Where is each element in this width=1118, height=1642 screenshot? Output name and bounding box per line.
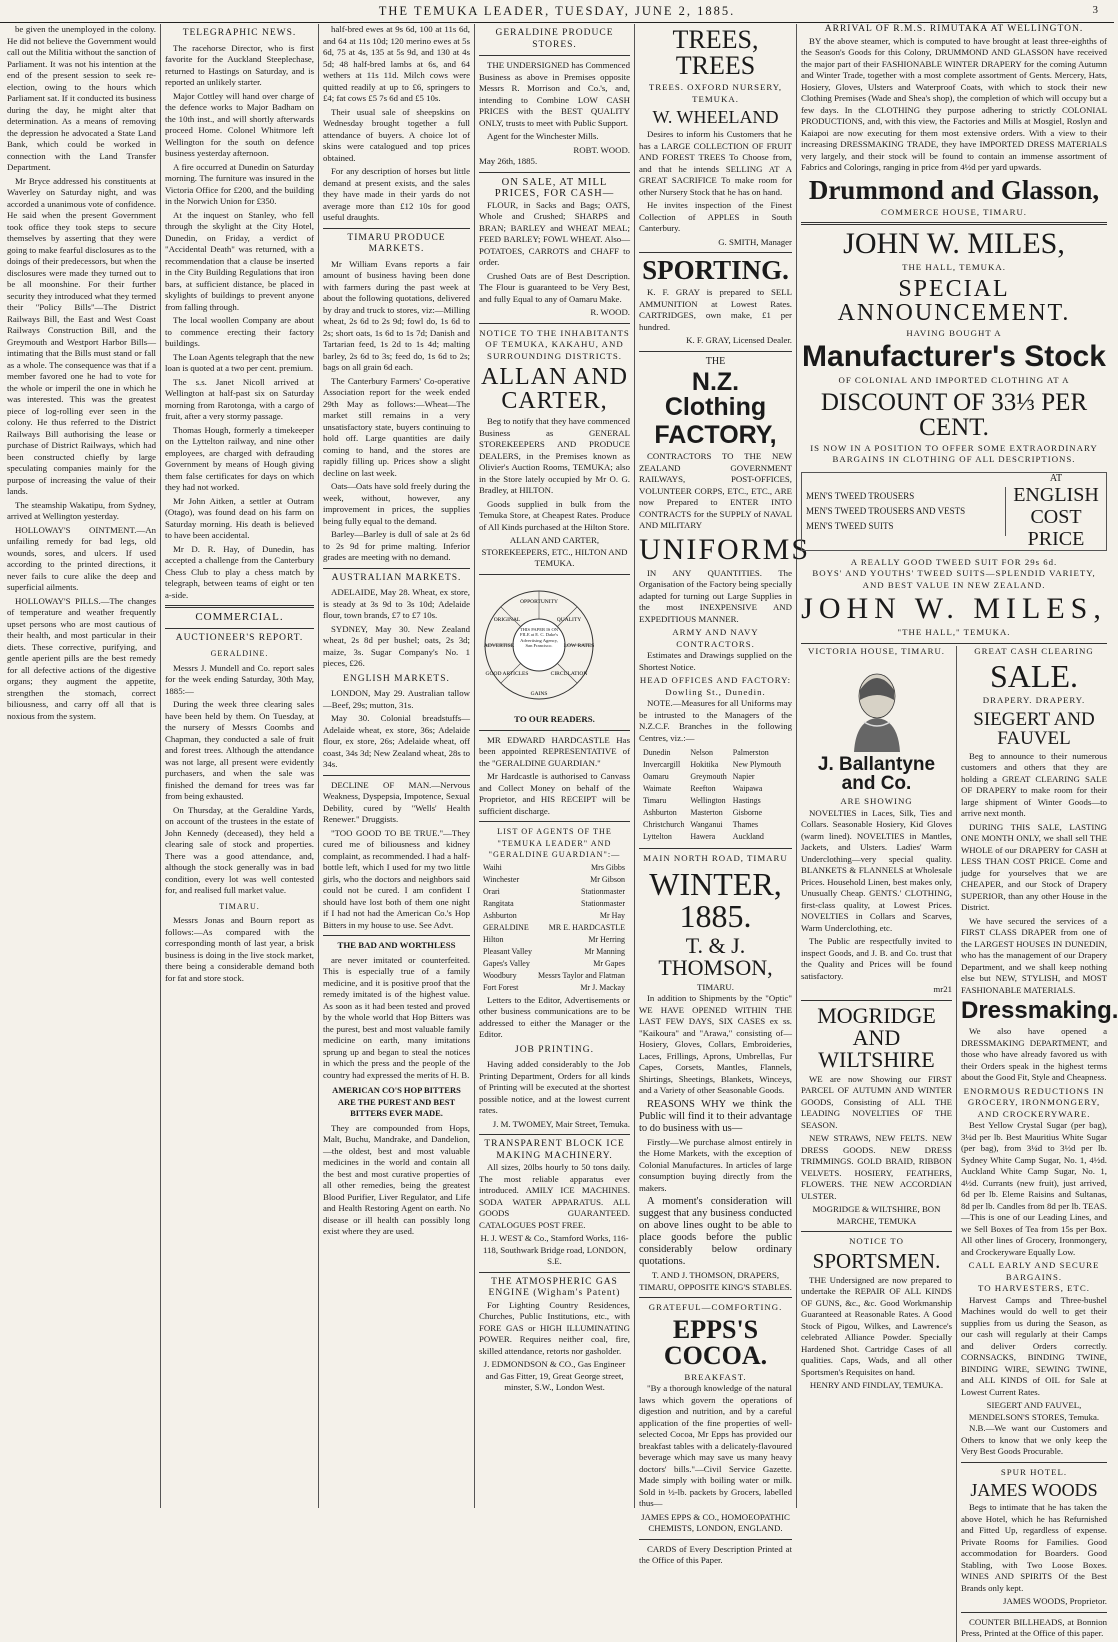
lower-split [797,645,1118,1642]
engraving-word: ORIGINAL [493,616,521,623]
agent-row [481,923,627,933]
ad-paragraph: MR EDWARD HARDCASTLE Has been appointed REPRESENTATIVE of the "GERALDINE GUARDIAN." [479,734,630,768]
article-paragraph: Oats—Oats have sold freely during the week, without, however, any improvement in prices, the supplies being fully equal to the demand. [323,481,470,526]
ad-signature: SIEGERT AND FAUVEL, MENDELSON'S STORES, Temuka. [968,1400,1100,1422]
branch-town: New Plymouth [732,760,781,769]
agent-row [481,875,627,885]
divider [961,1612,1107,1613]
divider [479,730,630,731]
newspaper-page [3,24,1118,1638]
agent-place: Orari [483,886,500,896]
ad-signature: H. J. WEST & Co., Stamford Works, 116-118, Southwark Bridge road, LONDON, S.E. [480,1233,629,1266]
ad-subheading: MAIN NORTH ROAD, TIMARU [643,853,788,863]
branches-table [639,746,785,844]
article-paragraph: For any description of horses but little demand at present exists, and the sales they have made in their yards do not average more than £12 10s for good useful draughts. [323,166,470,222]
ad-paragraph: Harvest Camps and Three-bushel Machines would do well to get their supplies from us during the Season, as our cash will regularly at their Camps and deliver Orders correctly. CORNSACKS, BINDING TWINE, BINDING WIRE, SEWING TWINE, and ALL KINDS of OIL for Sale at Lowest Current Rates. [961,1294,1107,1397]
ad-paragraph: NOVELTIES in Laces, Silk, Ties and Collars. Seasonable Hosiery, Kid Gloves (warm lined). NOVELTIES in Mantles, Jackets, and Ulsters. Ladies' Warm Underclothing—very special quality. BLANKETS & FLANNELS at Wholesale Prices. Household Linen, best makes only, Unusually Cheap. GENTS.' CLOTHING, first-class quality, at Lowest Prices. NOVELTIES in Collars and Scarves, Warm Underclothing, etc. [801,807,952,933]
agent-row [481,971,627,981]
agent-row [481,911,627,921]
ad-subheading: ENORMOUS REDUCTIONS IN GROCERY, IRONMONGERY, AND CROCKERYWARE. [963,1085,1105,1119]
ad-subheading: HEAD OFFICES AND FACTORY: Dowling St., Dunedin. [639,675,792,697]
agent-place: Fort Forest [483,982,519,992]
agent-name: Mr Herring [588,934,626,944]
masthead [0,0,1114,23]
agent-row [481,935,627,945]
ad-heading: THE ATMOSPHERIC GAS ENGINE (Wigham's Patent) [488,1276,621,1298]
agent-row [481,899,627,909]
article-paragraph: At the inquest on Stanley, who fell through the skylight at the City Hotel, Dunedin, on Friday, a verdict of "Accidental Death" was returned, with a recommendation that a clause be inserted in the City Building Regulations that iron bars, at sufficient distance, be placed in skylights of buildings to prevent anyone from falling through. [165,209,314,312]
branch-town: Wanganui [690,820,723,829]
ad-heading: GREAT CASH CLEARING [974,645,1094,656]
branch-row [641,784,783,794]
branch-town: Auckland [732,832,764,841]
section-heading: JOB PRINTING. [515,1044,594,1055]
divider [639,848,792,849]
agent-name: Mr Hay [599,910,626,920]
divider [639,1539,792,1540]
ad-date: May 26th, 1885. [479,156,538,166]
woods-title: JAMES WOODS [970,1480,1098,1500]
ad-subheading: DRAPERY. DRAPERY. [982,695,1086,705]
allan-and-carter-title: ALLAN AND CARTER, [481,364,628,414]
ad-signature: ALLAN AND CARTER, STOREKEEPERS, ETC., HILTON AND TEMUKA. [481,535,628,568]
ad-paragraph: A moment's consideration will suggest that any business conducted on above lines ought to be able to place goods before the public considerably below ordinary quotations. [639,1196,792,1267]
uniforms-title: UNIFORMS [639,532,811,566]
agent-name: Mr Gibson [590,874,626,884]
ad-paragraph: NEW STRAWS, NEW FELTS. NEW DRESS GOODS. NEW DRESS TRIMMINGS. GOLD BRAID, RIBBON VELVETS. HOSIERY, FEATHERS, FLOWERS. THE NEW ACCORDIAN ULSTER. [801,1133,952,1201]
article-paragraph: They are compounded from Hops, Malt, Buchu, Mandrake, and Dandelion,—the oldest, best and most valuable medicines in the world and contain all the best and most curative properties of all other remedies, being the greatest Blood Purifier, Liver Regulator, and Life and Health Restoring Agent on earth. No disease or ill health can possibly long exist where they are used. [323,1122,470,1236]
article-paragraph: Major Cottley will hand over charge of the defence works to Major Badham on the 10th inst., and will shortly afterwards proceed Home. Colonel Whitmore left Wellington for the south on defence business yesterday afternoon. [165,90,314,158]
sportsmen-title: SPORTSMEN. [812,1248,941,1273]
agent-name: Mr Manning [584,946,626,956]
article-paragraph: Mr William Evans reports a fair amount of business having been done with farmers during the past week at about the following quotations, delivered by dray and truck to stores, viz:—Milling wheat, 2s 6d to 2s 9d; fowl do, 1s 6d to 2s; short oats, 1s 6d to 1s 7d; Danish and Tartarian feed, 1s 2d to 1s 4d; malting barley, 2s 6d to 3s; feed do, 1s 6d to 2s; bags on all grain 6d each. [323,258,470,372]
article-paragraph: Messrs Jonas and Bourn report as follows:—As compared with the corresponding month of last year, a brisk business is doing in the live stock market, there being a considerable demand both for fat and store stock. [165,915,314,983]
article-paragraph: The steamship Wakatipu, from Sydney, arrived at Wellington yesterday. [7,499,156,521]
engraving-word: OPPORTUNITY [520,598,558,605]
agent-name: Messrs Taylor and Flatman [537,970,626,980]
mogridge-title: MOGRIDGE AND WILTSHIRE [817,1002,936,1072]
article-paragraph: Messrs J. Mundell and Co. report sales for the week ending Saturday, 30th May, 1885:— [165,662,314,696]
siegert-title: SIEGERT AND FAUVEL [973,708,1095,749]
agent-name: Mr J. Mackay [580,982,626,992]
epps-cocoa-title: EPPS'S COCOA. [663,1314,768,1370]
branch-town: Ashburton [643,808,677,817]
ad-paragraph: THE UNDERSIGNED has Commenced Business as above in Premises opposite Messrs R. Morrison and Co.'s, and, intending to Combine LOW CASH PRICES with the BEST QUALITY ONLY, trusts to meet with Public Support. [479,60,630,128]
ad-heading: VICTORIA HOUSE, TIMARU. [807,645,946,656]
ad-paragraph: Begs to intimate that he has taken the above Hotel, which he has Refurnished and Fitted Up, regardless of expense. Private Rooms for Families. Good accommodation for Boarders. Good Stabling, with Two Loose Boxes. WINES AND SPIRITS Of the Best Brands only kept. [961,1502,1107,1593]
column-7 [957,645,1118,1642]
section-heading: TO OUR READERS. [514,714,595,724]
ad-paragraph: COUNTER BILLHEADS, at Bonnion Press, Printed at the Office of this paper. [961,1616,1107,1638]
article-paragraph: SYDNEY, May 30. New Zealand wheat, 2s 8d per bushel; oats, 2s 3d; maize, 3s. Sugar Company's No. 1 pieces, £26. [323,623,470,668]
column-4 [475,24,635,1508]
article-paragraph: are never imitated or counterfeited. This is especially true of a family medicine, and it is positive proof that the remedy imitated is of the highest value. As soon as it had been tested and proved by the whole world that Hop Bitters was the purest, best and most valuable family medicine on earth, many imitations sprung up and began to steal the notices in which the press and the people of the country had expressed the merits of H. B. [323,954,470,1080]
ad-paragraph: We have secured the services of a FIRST CLASS DRAPER from one of the LARGEST HOUSES IN DUNEDIN, who has the management of our Drapery Department, and we shall keep nothing else but NEW, STYLISH, and MOST FASHIONABLE MATERIALS. [961,915,1107,995]
agent-name: Stationmaster [581,886,626,896]
agent-place: GERALDINE [483,922,529,932]
branch-town: Waipawa [732,784,763,793]
section-heading: AUCTIONEER'S REPORT. [175,632,304,643]
article-paragraph: HOLLOWAY'S PILLS.—The changes of temperature and weather frequently upset persons who are most cautious of their health, and most particular in their diets. These corrective, purifying, and gentle aperient pills are the best remedy for all defective actions of the digestive organs; they augment the appetite, strengthen the stomach, correct biliousness, and carry off all that is noxious from the system. [7,595,156,721]
advertising-engraving-icon [479,583,599,703]
divider [479,1134,630,1135]
branch-row [641,772,783,782]
article-paragraph: Mr Bryce addressed his constituents at Waverley on Saturday night, and was accorded a unanimous vote of confidence. He said when the present Government took office they took steps to secure themselves by asserting that they were going to make fearful disclosures as to the doings of their predecessors, but when the disclosures were made they turned out to be all moonshine. For their further security they introduced what they termed their "Policy Bills"—The District Railways Bill, the East and West Coast Railways Construction Bill, and the Greymouth and Westport Harbor Bills—intimating that the Bills must stand or fall as a whole. The consequence was that if a member favored one he had to vote for the whole or imperil the one in which he was interested. This was the greatest piece of log-rolling ever seen in the colony. He thus referred to the District Railways Bill authorising the lease or purchase of District Railways, which had been constructed chiefly by large speculating companies mainly for the purpose of increasing the value of their lands. [7,175,156,496]
ad-subheading: ARMY AND NAVY CONTRACTORS. [672,627,759,649]
engraving-word: QUALITY [556,616,582,623]
engraving-word: GOOD ARTICLES [485,670,529,677]
divider [323,568,470,569]
divider [639,252,792,253]
engraving-word: CIRCULATION [550,670,588,677]
ad-subheading: "THE HALL," TEMUKA. [897,627,1011,637]
nz-clothing-title: N.Z. Clothing [664,368,767,421]
article-paragraph: Mr D. R. Hay, of Dunedin, has accepted a challenge from the Canterbury Chess Club to play a chess match by telegraph, between teams of eight or ten a-side. [165,543,314,600]
columns-6-7 [797,24,1118,1638]
ad-paragraph: He invites inspection of the Finest Collection of APPLES in South Canterbury. [639,200,792,233]
section-heading: TELEGRAPHIC NEWS. [182,28,297,38]
ad-heading: GERALDINE PRODUCE STORES. [495,28,614,50]
ad-paragraph: Agent for the Winchester Mills. [487,131,599,141]
section-heading: ENGLISH MARKETS. [343,673,450,684]
sale-title: SALE. [990,658,1078,694]
section-heading: TIMARU PRODUCE MARKETS. [347,232,446,254]
branch-town: Hawera [690,832,716,841]
ballantyne-title: J. Ballantyne and Co. [817,754,936,794]
ad-heading: TRANSPARENT BLOCK ICE MAKING MACHINERY. [484,1139,625,1161]
branch-town: Greymouth [690,772,727,781]
divider [961,1462,1107,1463]
engraving-word: LOW RATES [563,642,595,649]
divider [801,222,1107,225]
ad-paragraph: In addition to Shipments by the "Optic" WE HAVE OPENED WITHIN THE LAST FEW DAYS, SIX CASES ex ss. "Kaikoura" and "Arawa," consisting of—Hosiery, Gloves, Collars, Embroideries, Laces, Frillings, Aprons, Umbrellas, Fur Capes, Corsets, Mantles, Flannels, Shirtings, Sheetings, Blankets, Winceys, and a Variety of other Seasonable Goods. [639,993,792,1095]
ad-paragraph: CARDS of Every Description Printed at the Office of this Paper. [639,1543,792,1565]
branch-row [641,808,783,818]
tweed-item: MEN'S TWEED TROUSERS AND VESTS [806,505,966,516]
divider [639,351,792,352]
ad-paragraph: NOTE.—Measures for all Uniforms may be intrusted to the Managers of the N.Z.C.F. Branches in the following Centres, viz.:— [639,698,792,743]
ad-paragraph: K. F. GRAY is prepared to SELL AMMUNITION at Lowest Rates. CARTRIDGES, own make, £1 per hundred. [639,287,792,332]
agent-row [481,887,627,897]
divider [801,1000,952,1001]
ad-paragraph: Beg to notify that they have commenced Business as GENERAL STOREKEEPERS AND PRODUCE DEALERS, in the Premises known as Olivier's Auction Rooms, TEMUKA; also in the Store lately occupied by Mr O. G. Bradley, at HILTON. [479,416,630,495]
article-paragraph: The s.s. Janet Nicoll arrived at Wellington at half-past six on Saturday morning from Rarotonga, with a cargo of fruit, after a very stormy passage. [165,376,314,421]
article-paragraph: The racehorse Director, who is first favorite for the Auckland Steeplechase, returned to Hastings on Saturday, and is reported an unlikely starter. [165,42,314,87]
agent-name: Mr Gapes [593,958,626,968]
divider [479,323,630,324]
engraving-word: GAINS [530,690,548,697]
page-number: 3 [1092,4,1100,16]
ad-signature: ROBT. WOOD. [573,144,630,155]
trees-title: TREES, TREES [672,25,759,80]
column-3 [319,24,475,1508]
ad-signature: G. SMITH, Manager [718,236,792,247]
ad-heading: ARRIVAL OF R.M.S. RIMUTAKA AT WELLINGTON. [824,24,1084,34]
section-heading: COMMERCIAL. [195,611,284,623]
engraving-center-text: THIS PAPER IS ON FILE at E. C. Dake's Advertising Agency, San Francisco. [519,626,559,648]
ad-paragraph: Having added considerably to the Job Printing Department, Orders for all kinds of Printing will be executed at the shortest possible notice, and at the lowest current rates. [479,1059,630,1115]
branch-town: Masterton [690,808,723,817]
section-heading: AUSTRALIAN MARKETS. [331,572,462,583]
branch-town: Dunedin [643,748,671,757]
miles-name: JOHN W. MILES, [843,227,1065,260]
ad-paragraph: CONTRACTORS TO THE NEW ZEALAND GOVERNMENT RAILWAYS, POST-OFFICES, VOLUNTEER CORPS, ETC., ETC., ARE now Prepared to ENTER INTO CONTRACTS for the SUPPLY of NAVAL AND MILITARY [639,451,792,530]
article-paragraph: half-bred ewes at 9s 6d, 100 at 11s 6d, and 64 at 11s 10d; 120 merino ewes at 5s 6d, 75 at 4s, 135 at 5s 9d, and 130 at 4s 5d; 48 half-bred lambs at 6s, and 64 wethers at 11s 11d. Milch cows were quitted readily at up to £6, springers to £4; fat cows £5 7s 6d and £5 10s. [323,24,470,103]
agent-place: Pleasant Valley [483,946,532,956]
ad-paragraph: Crushed Oats are of Best Description. The Flour is guaranteed to be Very Best, and fully Equal to any of Oamaru Make. [479,270,630,304]
tweed-list [802,487,1006,536]
section-subheading: GERALDINE. [210,649,269,658]
divider [639,1297,792,1298]
ad-subheading: COMMERCE HOUSE, TIMARU. [880,206,1027,217]
thomson-location: TIMARU. [697,981,734,992]
masthead-title: THE TEMUKA LEADER, TUESDAY, JUNE 2, 1885. [378,3,736,18]
section-subheading: TIMARU. [219,901,260,911]
branch-row [641,820,783,830]
ad-signature: MOGRIDGE & WILTSHIRE, BON MARCHE, TEMUKA [812,1204,941,1226]
english-cost-price [1006,473,1106,550]
ad-paragraph: Firstly—We purchase almost entirely in the Home Markets, with the exception of Colonial Manufactures. In articles of large consumption buying directly from the makers. [639,1136,792,1193]
branch-town: Wellington [690,796,726,805]
article-paragraph: On Thursday, at the Geraldine Yards, on account of the trustees in the estate of John Kennedy (deceased), they held a clearing sale of stock and properties. There was a good attendance, and, although the stock generally was in bad condition, every lot was well contested for, and realised full market value. [165,804,314,895]
divider [479,821,630,822]
article-paragraph: The local woollen Company are about to commence erecting their factory buildings. [165,315,314,348]
branch-row [641,832,783,842]
article-paragraph: The Canterbury Farmers' Co-operative Association report for the week ended 29th May as follows:—Wheat—The market still remains in a very unsatisfactory state, buyers continuing to hold off. Large quantities are daily coming to hand, and the stores are rapidly filling up. Prices show a slight decline on last week. [323,375,470,478]
ad-paragraph: Best Yellow Crystal Sugar (per bag), 3¼d per lb. Best Mauritius White Sugar (per bag), from 3¼d to 3½d per lb. Sydney White Camp Sugar, No. 1, 4½d. Auckland White Camp Sugar, No. 1, 4½d. Currants (new fruit), just arrived, 6d per lb. Eleme Raisins and Sultanas, 8d per lb. Candles from 8d per lb. TEAS.—This is one of our Leading Lines, and we Sell Boxes of Tea from 15s per Box. All other lines of Grocery, Ironmongery, and Crockeryware Equally Low. [961,1120,1107,1257]
branch-town: Waimate [643,784,672,793]
branch-town: Lyttelton [643,832,672,841]
ad-paragraph: IN ANY QUANTITIES. The Organisation of the Factory being specially adapted for turning out Large Supplies in the most INEXPENSIVE AND EXPEDITIOUS MANNER. [639,567,792,624]
article-paragraph: DECLINE OF MAN.—Nervous Weakness, Dyspepsia, Impotence, Sexual Debility, cured by "Wells' Health Renewer." Druggists. [323,779,470,824]
ad-paragraph: Goods supplied in bulk from the Temuka Store, at Cheapest Rates. Produce of All Kinds purchased at the Hilton Store. [479,498,630,532]
article-paragraph: "TOO GOOD TO BE TRUE."—They cured me of biliousness and kidney complaint, as recommended. I had a half-bottle left, which I used for my two little girls, who the doctors and neighbors said could not be cured. I am confident I should have lost both of them one night if I had not had the American Co.'s Hop Bitters in my house to use. See Advt. [323,827,470,930]
cost-price-label: COST PRICE [1027,505,1085,550]
ad-paragraph: For Lighting Country Residences, Churches, Public Institutions, etc., with FORE GAS or HIGH ILLUMINATING POWER. Requires neither coal, fire, skilled attendance, retorts nor gasholder. [479,1299,630,1356]
branch-town: Christchurch [643,820,685,829]
ad-paragraph: The Public are respectfully invited to inspect Goods, and J. B. and Co. trust that the Quality and Prices will be found satisfactory. [801,936,952,981]
divider [479,55,630,56]
nz-factory-title: FACTORY, [654,421,777,449]
discount-title: DISCOUNT OF 33⅓ PER CENT. [820,388,1088,441]
branch-town: Oamaru [643,772,669,781]
ad-paragraph: Estimates and Drawings supplied on the Shortest Notice. [639,650,792,672]
ad-paragraph: FLOUR, in Sacks and Bags; OATS, Whole and Crushed; SHARPS and BRAN; BARLEY and WHEAT MEAL; FEED BARLEY; FOWL WHEAT. Also—POTATOES, CARROTS and CHAFF to order. [479,199,630,267]
branch-town: Thames [732,820,759,829]
ad-paragraph: N.B.—We want our Customers and Others to know that we only keep the Very Best Goods Procurable. [961,1423,1107,1456]
ad-subheading: TO HARVESTERS, ETC. [978,1283,1090,1293]
column-2 [161,24,319,1508]
article-paragraph: be given the unemployed in the colony. He did not believe the Government would call out the Militia without the sanction of Parliament. It was not his intention at the end of the present session to seek re-election, owing to the hours which Parliament sat. If it conducted its business during the day, he might alter that determination. As a means of removing the depression he advocated a State Land Bank, which could be worked in connection with the Land Transfer Department. [7,24,156,172]
ad-subheading: CALL EARLY AND SECURE BARGAINS. [968,1260,1100,1282]
ad-subheading: SPUR HOTEL. [1000,1466,1068,1477]
ad-subheading: BOYS' AND YOUTHS' TWEED SUITS—SPLENDID VARIETY, AND BEST VALUE IN NEW ZEALAND. [812,568,1096,590]
agent-row [481,947,627,957]
branch-town: Hokitika [690,760,719,769]
branch-town: Hastings [732,796,761,805]
ad-paragraph: THE Undersigned are now prepared to undertake the REPAIR OF ALL KINDS OF GUNS, &c., &c. Good Workmanship Guaranteed at Reasonable Rates. A Good Stock of Pigou, Wilkes, and Lawrence's celebrated Alliance Powder. Specially Hardened Shot. Cartridge Cases of all qualities. Caps, Wads, and all other Sportsmen's Requisites on hand. [801,1274,952,1377]
agent-row [481,983,627,993]
ad-paragraph: Letters to the Editor, Advertisements or other business communications are to be addressed to either the Manager or the Editor. [479,994,630,1039]
branch-row [641,760,783,770]
nz-the: THE [705,355,726,367]
tweed-item: MEN'S TWEED SUITS [806,520,894,531]
article-paragraph: ADELAIDE, May 28. Wheat, ex store, is steady at 3s 9d to 3s 10d; Adelaide flour, town brands, £7 to £7 10s. [323,587,470,620]
divider [479,1272,630,1273]
agent-place: Woodbury [483,970,517,980]
agent-name: MR E. HARDCASTLE [548,922,626,932]
divider [165,628,314,629]
column-6 [797,646,957,1642]
section-heading: AMERICAN CO'S HOP BITTERS ARE THE PUREST AND BEST BITTERS EVER MADE. [332,1085,461,1118]
branch-town: Reefton [690,784,716,793]
ad-heading: NOTICE TO THE INHABITANTS OF TEMUKA, KAKAHU, AND SURROUNDING DISTRICTS. [479,327,630,361]
ad-subheading: HAVING BOUGHT A [906,327,1002,338]
ad-subheading: GRATEFUL—COMFORTING. [648,1302,783,1312]
divider [479,574,630,575]
agent-name: Stationmaster [581,898,626,908]
ad-paragraph: Mr Hardcastle is authorised to Canvass and Collect Money on behalf of the Proprietor, and HIS RECEIPT will be sufficient discharge. [479,771,630,816]
divider [801,643,1107,644]
wheeland-name: W. WHEELAND [652,107,779,127]
ad-subheading: ARE SHOWING [840,796,913,806]
ad-paragraph: WE are now Showing our FIRST PARCEL OF AUTUMN AND WINTER GOODS, Consisting of ALL THE LEADING NOVELTIES OF THE SEASON. [801,1073,952,1130]
divider [323,228,470,229]
sporting-title: SPORTING. [642,255,789,285]
divider [165,605,314,608]
branch-row [641,748,783,758]
drummond-glasson-title: Drummond and Glasson, [808,174,1100,205]
ad-subheading: IS NOW IN A POSITION TO OFFER SOME EXTRAORDINARY BARGAINS IN CLOTHING OF ALL DESCRIPTIONS. [810,442,1098,464]
miles-name-footer: JOHN W. MILES, [801,592,1107,625]
ad-signature: T. AND J. THOMSON, DRAPERS, TIMARU, OPPOSITE KING'S STABLES. [639,1270,792,1292]
trees-subtitle: TREES. OXFORD NURSERY, TEMUKA. [648,82,783,104]
branch-row [641,796,783,806]
agent-place: Ashburton [483,910,517,920]
section-heading: THE BAD AND WORTHLESS [337,940,456,950]
queen-portrait-icon [846,660,908,752]
ad-paragraph: BY the above steamer, which is computed to have brought at least three-eighths of the Season's Goods for this Colony, DRUMMOND AND GLASSON have received the major part of their FASHIONABLE WINTER DRAPERY for the coming Autumn and Winter Trade, together with a most complete assortment of Gents. Mercery, Hats, Hosiery, Gloves, Ulsters and Waterproof Coats, with which to stock their new Clothing Premises (Wade and Shea's shop), the completion of which will occupy but a few days. In the CLOTHING they purpose adhering to strictly COLONIAL PRODUCTIONS, and, with this view, the Factories and Mills at Mosgiel, Roslyn and Kaiapoi are now executing for them most extensive orders. With a view to their increasing DRESSMAKING TRADE, they have IMPORTED DRESS MATERIALS very largely, and their stock will be found to contain an immense assortment of Fabrics and Colorings, ranging in price from 4½d per yard upwards. [801,35,1107,172]
ad-signature: J. EDMONDSON & CO., Gas Engineer and Gas Fitter, 19, Great George street, minster, S.W., London West. [483,1359,626,1392]
column-5 [635,24,811,1565]
branch-town: Gisborne [732,808,763,817]
agent-place: Hilton [483,934,504,944]
ad-subheading: BREAKFAST. [684,1371,747,1382]
winter-title: WINTER, 1885. [649,865,782,934]
article-paragraph: Mr John Aitken, a settler at Outram (Otago), was found dead on his farm on Saturday morning. His death is believed to have been accidental. [165,495,314,540]
ad-signature: K. F. GRAY, Licensed Dealer. [686,335,792,345]
engraving-word: ADVERTISE [483,642,515,649]
ad-signature: JAMES EPPS & CO., HOMOEOPATHIC CHEMISTS, LONDON, ENGLAND. [641,1511,790,1533]
ad-signature: JAMES WOODS, Proprietor. [1003,1596,1107,1606]
ad-subheading: NOTICE TO [849,1236,904,1246]
special-announcement-title: SPECIAL ANNOUNCEMENT. [837,275,1071,326]
branch-town: Napier [732,772,755,781]
article-paragraph: Their usual sale of sheepskins on Wednesday brought together a full attendance of buyers. A choice lot of skins were catalogued and top prices obtained. [323,106,470,163]
agent-row [481,863,627,873]
branch-town: Nelson [690,748,713,757]
ad-code: mr21 [933,984,952,994]
branch-town: Invercargill [643,760,681,769]
article-paragraph: The Loan Agents telegraph that the new loan is quoted at a two per cent. premium. [165,351,314,373]
ad-signature: J. M. TWOMEY, Mair Street, Temuka. [492,1118,630,1129]
ad-subheading: OF COLONIAL AND IMPORTED CLOTHING AT A [838,375,1070,385]
agent-row [481,959,627,969]
article-paragraph: May 30. Colonial breadstuffs—Adelaide wheat, ex store, 36s; Adelaide flour, ex store, 26s; Adelaide wheat, off coast, 34s 3d; New Zealand wheat, 28s to 34s. [323,713,470,769]
ad-paragraph: We also have opened a DRESSMAKING DEPARTMENT, and those who have already favored us with their Orders speak in the highest terms about the Good Fit, Style and Cheapness. [961,1026,1107,1082]
tweed-item: MEN'S TWEED TROUSERS [806,490,915,501]
manufacturers-stock-title: Manufacturer's Stock [802,340,1106,373]
agent-place: Winchester [483,874,520,884]
dressmaking-title: Dressmaking. [961,997,1118,1024]
article-paragraph: LONDON, May 29. Australian tallow—Beef, 29s; mutton, 31s. [323,688,470,710]
agent-place: Rangitata [483,898,514,908]
article-paragraph: Barley—Barley is dull of sale at 2s 6d to 2s 9d for prime malting. Inferior grades are meeting with no demand. [323,529,470,562]
agent-name: Mrs Gibbs [591,862,626,872]
ad-paragraph: REASONS WHY we think the Public will find it to their advantage to do business with us— [639,1098,792,1134]
agents-heading: LIST OF AGENTS OF THE "TEMUKA LEADER" AND "GERALDINE GUARDIAN":— [488,827,621,859]
article-paragraph: HOLLOWAY'S OINTMENT.—An unfailing remedy for bad legs, old wounds, sores, and ulcers. If used according to the printed directions, it never fails to cure alike the deep and superficial ailments. [7,524,156,592]
ad-paragraph: Beg to announce to their numerous customers and others that they are holding a GREAT CLEARING SALE OF DRAPERY to make room for their large shipment of Winter Goods—to arrive next month. [961,750,1107,818]
branch-town: Palmerston [732,748,769,757]
thomson-name: T. & J. THOMSON, [658,932,773,980]
ad-paragraph: Desires to inform his Customers that he has a LARGE COLLECTION OF FRUIT AND FOREST TREES To Choose from, and that he intends SELLING AT A GREAT SACRIFICE To make room for other Nursery Stock that he has on hand. [639,129,792,197]
ad-subheading: A REALLY GOOD TWEED SUIT FOR 29s 6d. [850,556,1058,567]
column-1 [3,24,161,1508]
ad-paragraph: DURING THIS SALE, LASTING ONE MONTH ONLY, we shall sell THE WHOLE of our DRAPERY for CASH at LESS THAN COST PRICE. Come and judge for yourselves that we are CHEAPER, and our Stock of Drapery SUPERIOR, than any other House in the District. [961,821,1107,912]
ad-heading: ON SALE, AT MILL PRICES, FOR CASH— [494,176,615,199]
tweed-bracket [801,472,1107,551]
divider [323,935,470,936]
drummond-glasson-ad [797,24,1111,644]
ad-paragraph: "By a thorough knowledge of the natural laws which govern the operations of digestion and nutrition, and by a careful application of the fine properties of well-selected Cocoa, Mr Epps has provided our breakfast tables with a delicately-flavoured beverage which may save us many heavy doctors' bills."—Civil Service Gazette. Made simply with boiling water or milk. Sold in ½-lb. packets by Grocers, labelled thus— [639,1383,792,1508]
ad-paragraph: All sizes, 20lbs hourly to 50 tons daily. The most reliable apparatus ever introduced. AMILY ICE MACHINES. SODA WATER APPARATUS. ALL GOODS GUARANTEED. CATALOGUES POST FREE. [479,1162,630,1230]
article-paragraph: Thomas Hough, formerly a timekeeper on the Lyttelton railway, and nine other employees, are charged with defrauding Government by means of Hough giving them false certificates for days on which they had not worked. [165,424,314,492]
agent-place: Gapes's Valley [483,958,530,968]
ad-signature: R. WOOD. [590,307,630,317]
agent-place: Waihi [483,862,502,872]
english-label: ENGLISH [1013,483,1099,506]
ad-signature: HENRY AND FINDLAY, TEMUKA. [809,1380,944,1390]
divider [323,775,470,776]
article-paragraph: During the week three clearing sales have been held by them. On Tuesday, at the nursery of Messrs Coombs and Chapman, they conducted a sale of fruit and forest trees. Although the attendance was not large, all present were evidently purchasers, and when the sale was finished the demand for trees was far from being exhausted. [165,699,314,801]
branch-town: Timaru [643,796,667,805]
agents-table [479,861,629,995]
at-label: AT [1049,472,1063,484]
divider [479,172,630,173]
article-paragraph: A fire occurred at Dunedin on Saturday morning. The furniture was insured in the Victoria Office for £200, and the building in the Norwich Union for £350. [165,161,314,206]
ad-subheading: THE HALL, TEMUKA. [902,262,1006,272]
divider [801,1231,952,1232]
